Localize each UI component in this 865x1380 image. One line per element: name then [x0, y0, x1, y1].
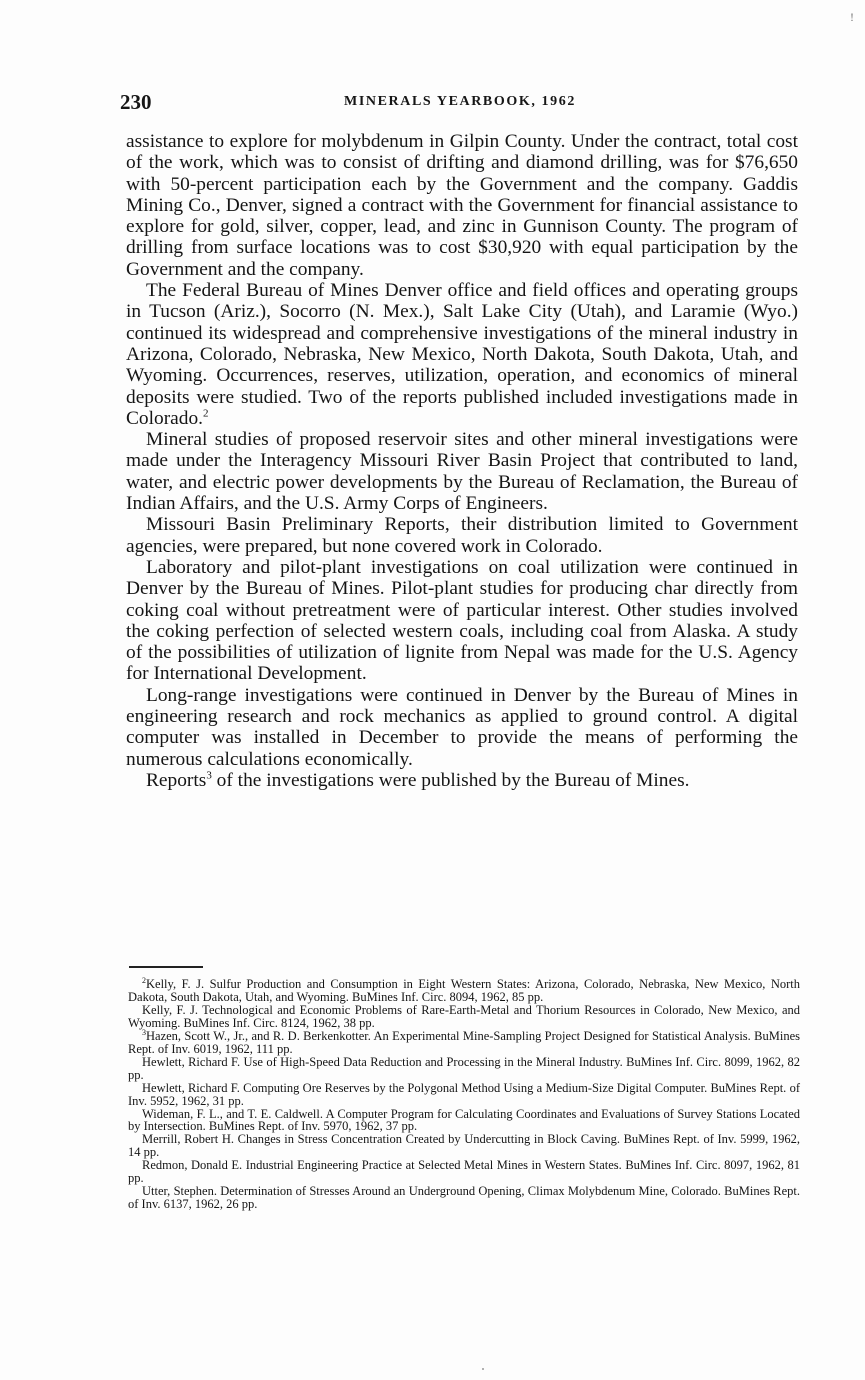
footnote-mark-3: 3 [142, 1027, 146, 1037]
footnote-ref-3: 3 [206, 769, 212, 782]
paragraph-2-text: The Federal Bureau of Mines Denver office and field offices and operating groups in Tucson (Ariz.), Socorro (N. Mex.), Salt Lake City (Utah), and Laramie (Wyo.) continued its widespread and comprehensive investigations of the mineral industry in Arizona, Colorado, Nebraska, New Mexico, North Dakota, South Dakota, Utah, and Wyoming. Occurrences, reserves, utilization, operation, and economics of mineral deposits were studied. Two of the reports published included investigations made in Colorado. [126, 280, 798, 429]
paragraph-4: Missouri Basin Preliminary Reports, their distribution limited to Government agencies, were prepared, but none covered work in Colorado. [126, 514, 798, 557]
paragraph-7-end: of the investigations were published by the Bureau of Mines. [211, 769, 690, 791]
footnote-3g: Utter, Stephen. Determination of Stresses Around an Underground Opening, Climax Molybdenum Mine, Colorado. BuMines Rept. of Inv. 6137, 1962, 26 pp. [128, 1184, 800, 1212]
footnote-rule [129, 966, 203, 968]
footnote-2b: Kelly, F. J. Technological and Economic Problems of Rare-Earth-Metal and Thorium Resources in Colorado, New Mexico, and Wyoming. BuMines Inf. Circ. 8124, 1962, 38 pp. [128, 1002, 800, 1030]
footnotes [128, 975, 800, 1212]
page-header [120, 90, 800, 120]
body-text [126, 131, 798, 791]
footnote-2a [128, 975, 800, 1004]
paragraph-7 [126, 770, 798, 791]
paragraph-2 [126, 280, 798, 429]
footnote-3d: Wideman, F. L., and T. E. Caldwell. A Computer Program for Calculating Coordinates and Evaluations of Survey Stations Located by Intersection. BuMines Rept. of Inv. 5970, 1962, 37 pp. [128, 1106, 800, 1134]
paragraph-1: assistance to explore for molybdenum in Gilpin County. Under the contract, total cost of the work, which was to consist of drifting and diamond drilling, was for $76,650 with 50-percent participation each by the Government and the company. Gaddis Mining Co., Denver, signed a contract with the Government for financial assistance to explore for gold, silver, copper, lead, and zinc in Gunnison County. The program of drilling from surface locations was to cost $30,920 with equal participation by the Government and the company. [126, 131, 798, 280]
margin-mark: ! [850, 10, 854, 24]
paragraph-7-start: Reports [146, 769, 207, 791]
footnote-3a [128, 1027, 800, 1056]
footnote-3e: Merrill, Robert H. Changes in Stress Concentration Created by Undercutting in Block Caving. BuMines Rept. of Inv. 5999, 1962, 14 pp. [128, 1132, 800, 1160]
footnote-3a-text: Hazen, Scott W., Jr., and R. D. Berkenkotter. An Experimental Mine-Sampling Project Designed for Statistical Analysis. BuMines Rept. of Inv. 6019, 1962, 111 pp. [128, 1028, 800, 1056]
footnote-2a-text: Kelly, F. J. Sulfur Production and Consumption in Eight Western States: Arizona, Colorado, Nebraska, New Mexico, North Dakota, South Dakota, Utah, and Wyoming. BuMines Inf. Circ. 8094, 1962, 85 pp. [128, 977, 800, 1004]
running-head: MINERALS YEARBOOK, 1962 [344, 94, 576, 109]
footnote-ref-2: 2 [203, 407, 209, 420]
footnote-3c: Hewlett, Richard F. Computing Ore Reserves by the Polygonal Method Using a Medium-Size Digital Computer. BuMines Rept. of Inv. 5952, 1962, 31 pp. [128, 1080, 800, 1108]
paragraph-5: Laboratory and pilot-plant investigations on coal utilization were continued in Denver by the Bureau of Mines. Pilot-plant studies for producing char directly from coking coal without pretreatment were of particular interest. Other studies involved the coking perfection of selected western coals, including coal from Alaska. A study of the possibilities of utilization of lignite from Nepal was made for the U.S. Agency for International Development. [126, 556, 798, 685]
footnote-3f: Redmon, Donald E. Industrial Engineering Practice at Selected Metal Mines in Western States. BuMines Inf. Circ. 8097, 1962, 81 pp. [128, 1158, 800, 1186]
paragraph-6: Long-range investigations were continued in Denver by the Bureau of Mines in engineering research and rock mechanics as applied to ground control. A digital computer was installed in December to provide the means of performing the numerous calculations economically. [126, 684, 798, 770]
page-number: 230 [120, 90, 152, 114]
paragraph-3: Mineral studies of proposed reservoir sites and other mineral investigations were made under the Interagency Missouri River Basin Project that contributed to land, water, and electric power developments by the Bureau of Reclamation, the Bureau of Indian Affairs, and the U.S. Army Corps of Engineers. [126, 429, 798, 515]
scan-speck [482, 1368, 484, 1370]
footnote-3b: Hewlett, Richard F. Use of High-Speed Data Reduction and Processing in the Mineral Industry. BuMines Inf. Circ. 8099, 1962, 82 pp. [128, 1054, 800, 1082]
footnote-mark-2: 2 [142, 975, 146, 985]
